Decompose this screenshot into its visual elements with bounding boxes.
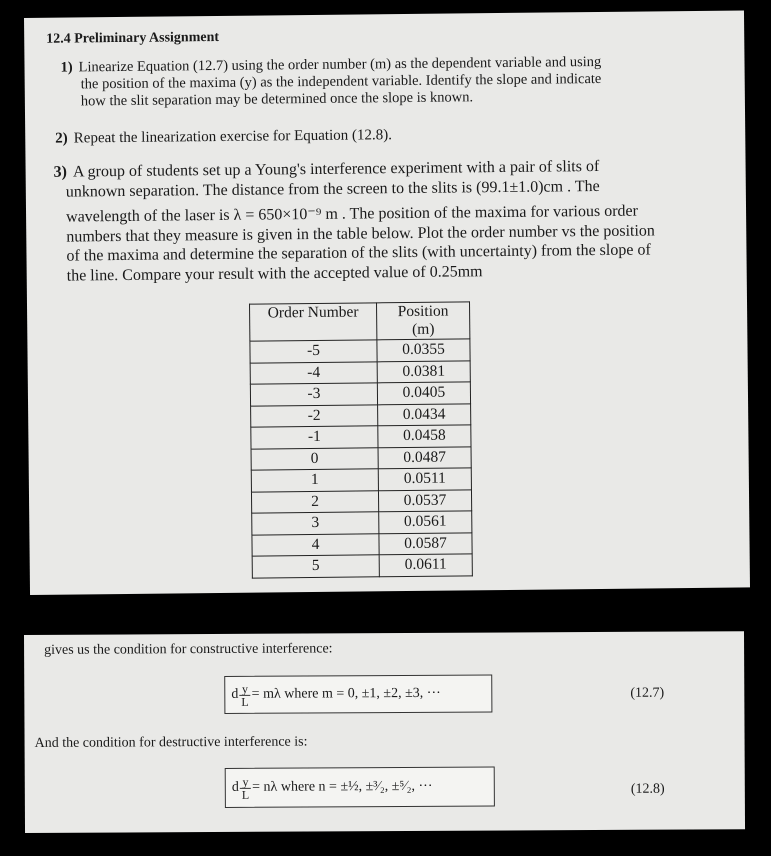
order-cell: -1 (251, 426, 378, 449)
equations-photo (24, 631, 745, 833)
equation-12-8 (225, 767, 495, 808)
item-number: 1) (60, 59, 73, 76)
item-line: how the slit separation may be determined once the slope is known. (80, 89, 474, 110)
order-cell: 0 (251, 447, 378, 470)
item-line: of the maxima and determine the separation of the slits (with uncertainty) from the slope of (66, 241, 651, 265)
order-cell: 5 (252, 555, 379, 578)
constructive-text: gives us the condition for constructive interference: (44, 641, 333, 658)
assignment-item-1 (60, 53, 690, 111)
table-row (251, 468, 471, 492)
equation-number: (12.7) (630, 685, 665, 701)
table-row (251, 403, 471, 427)
table-row (252, 554, 472, 578)
position-cell: 0.0381 (377, 360, 470, 382)
table-row (250, 360, 470, 384)
order-cell: -3 (250, 383, 377, 406)
eq-rhs: = nλ where n = ±½, ±³⁄₂, ±⁵⁄₂, ··· (252, 778, 433, 795)
table-row (251, 489, 471, 513)
order-cell: -4 (250, 361, 377, 384)
item-number: 2) (55, 130, 68, 147)
item-line: Repeat the linearization exercise for Equation (12.8). (73, 127, 393, 147)
equation-number: (12.8) (630, 781, 665, 797)
position-cell: 0.0561 (379, 511, 472, 533)
table-row (250, 339, 470, 363)
item-line: Linearize Equation (12.7) using the order number (m) as the dependent variable and using (78, 53, 602, 76)
table-row (251, 446, 471, 470)
order-cell: 2 (251, 490, 378, 513)
assignment-item-2 (55, 123, 685, 149)
item-line: A group of students set up a Young's interference experiment with a pair of slits of (72, 157, 600, 181)
table-row (250, 382, 470, 406)
table-row (252, 511, 472, 535)
assignment-item-3 (54, 156, 705, 286)
item-line: wavelength of the laser is λ = 650×10⁻⁹ m . The position of the maxima for various order (65, 202, 639, 226)
order-cell: -5 (250, 340, 377, 363)
item-number: 3) (53, 163, 68, 181)
item-line: the line. Compare your result with the accepted value of 0.25mm (66, 262, 483, 285)
position-cell: 0.0405 (377, 382, 470, 404)
section-heading: 12.4 Preliminary Assignment (46, 29, 220, 47)
eq-d: d (231, 686, 239, 702)
eq-fraction: $\frac{y}{L}$ (241, 681, 249, 709)
order-cell: 1 (251, 469, 378, 492)
order-number-header: Order Number (250, 303, 377, 341)
eq-fraction: $\frac{y}{L}$ (241, 774, 250, 802)
item-line: the position of the maxima (y) as the independent variable. Identify the slope and indicate (80, 70, 602, 93)
item-line: unknown separation. The distance from the screen to the slits is (99.1±1.0)cm . The (65, 177, 600, 201)
position-cell: 0.0611 (379, 554, 472, 576)
order-cell: -2 (251, 404, 378, 427)
equation-12-7 (224, 675, 492, 714)
position-cell: 0.0537 (378, 489, 471, 511)
assignment-photo (24, 10, 750, 595)
destructive-text: And the condition for destructive interference is: (34, 734, 308, 751)
position-cell: 0.0434 (378, 403, 471, 425)
table-row (251, 425, 471, 449)
item-line: numbers that they measure is given in the table below. Plot the order number vs the position (66, 221, 655, 246)
position-cell: 0.0511 (378, 468, 471, 490)
position-cell: 0.0355 (377, 339, 470, 361)
order-cell: 3 (252, 512, 379, 535)
eq-rhs: = mλ where m = 0, ±1, ±2, ±3, ··· (251, 685, 441, 702)
position-cell: 0.0458 (378, 425, 471, 447)
position-header: Position (m) (377, 302, 470, 340)
eq-d: d (231, 779, 239, 795)
order-cell: 4 (252, 533, 379, 556)
data-table (249, 301, 473, 578)
table-row (252, 532, 472, 556)
position-cell: 0.0587 (379, 532, 472, 554)
position-cell: 0.0487 (378, 446, 471, 468)
